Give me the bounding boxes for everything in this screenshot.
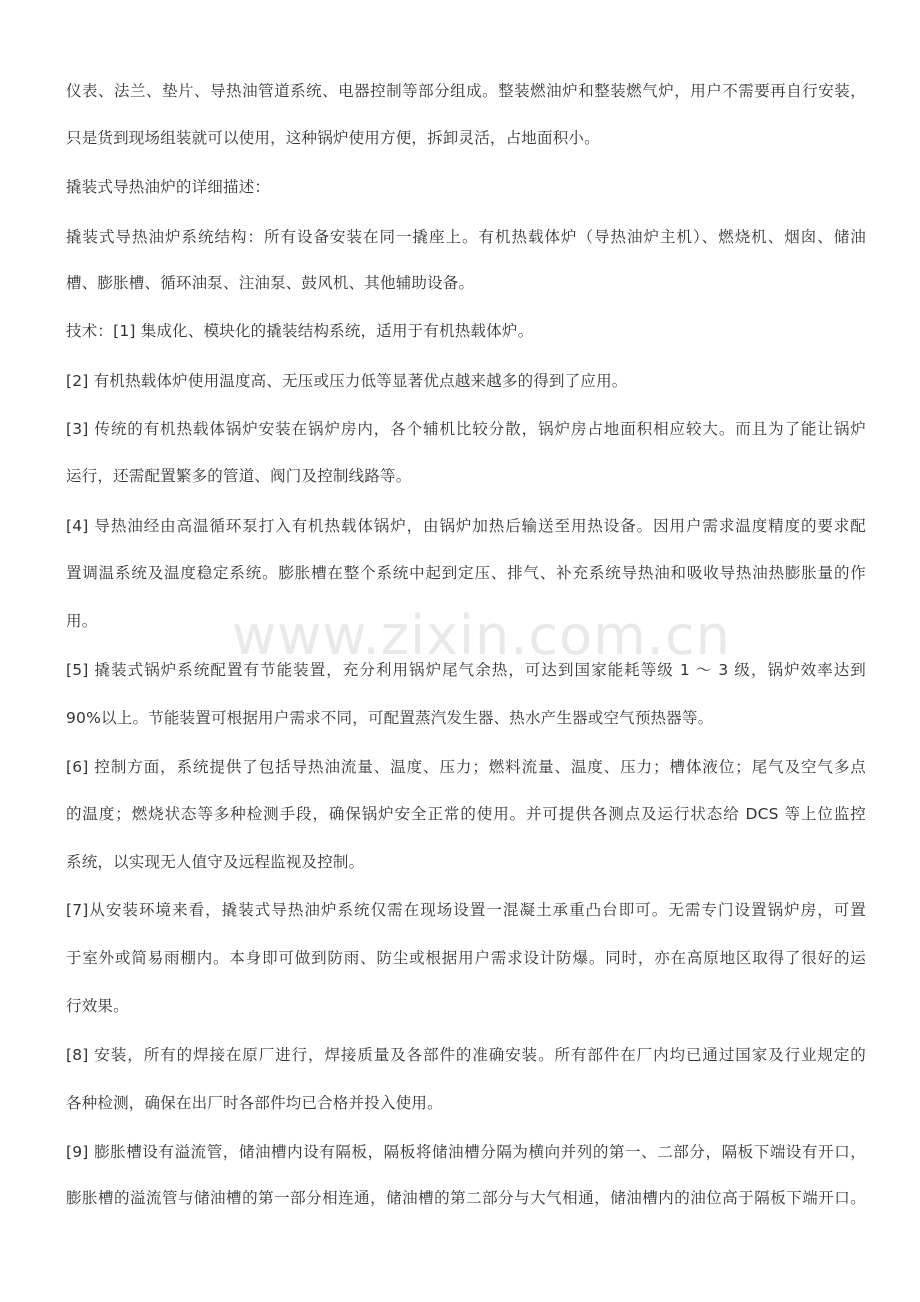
text-line: [3] 传统的有机热载体锅炉安装在锅炉房内，各个辅机比较分散，锅炉房占地面积相应较大。而且为了能让锅炉	[66, 420, 866, 438]
text-line: [9] 膨胀槽设有溢流管，储油槽内设有隔板，隔板将储油槽分隔为横向并列的第一、二部分，隔板下端设有开口，	[66, 1143, 866, 1161]
text-line: 膨胀槽的溢流管与储油槽的第一部分相连通，储油槽的第二部分与大气相通，储油槽内的油位高于隔板下端开口。	[66, 1189, 866, 1207]
text-line: 技术：[1] 集成化、模块化的撬装结构系统，适用于有机热载体炉。	[66, 322, 534, 340]
text-line: 行效果。	[66, 997, 129, 1015]
text-line: 置调温系统及温度稳定系统。膨胀槽在整个系统中起到定压、排气、补充系统导热油和吸收导热油热膨胀量的作	[66, 564, 866, 582]
text-line: 只是货到现场组装就可以使用，这种锅炉使用方便，拆卸灵活，占地面积小。	[66, 129, 600, 147]
text-line: 运行，还需配置繁多的管道、阀门及控制线路等。	[66, 467, 412, 485]
text-line: 用。	[66, 612, 98, 630]
text-line: 撬装式导热油炉的详细描述：	[66, 178, 271, 196]
text-line: [6] 控制方面，系统提供了包括导热油流量、温度、压力；燃料流量、温度、压力；槽体液位；尾气及空气多点	[66, 758, 866, 776]
text-line: 的温度；燃烧状态等多种检测手段，确保锅炉安全正常的使用。并可提供各测点及运行状态给 DCS 等上位监控	[66, 805, 866, 823]
text-line: 撬装式导热油炉系统结构：所有设备安装在同一撬座上。有机热载体炉（导热油炉主机）、燃烧机、烟囱、储油	[66, 228, 866, 246]
text-line: [8] 安装，所有的焊接在原厂进行，焊接质量及各部件的准确安装。所有部件在厂内均已通过国家及行业规定的	[66, 1046, 866, 1064]
text-line: 于室外或简易雨棚内。本身即可做到防雨、防尘或根据用户需求设计防爆。同时，亦在高原地区取得了很好的运	[66, 949, 866, 967]
text-line: [4] 导热油经由高温循环泵打入有机热载体锅炉，由锅炉加热后输送至用热设备。因用户需求温度精度的要求配	[66, 517, 866, 535]
text-line: [7]从安装环境来看，撬装式导热油炉系统仅需在现场设置一混凝土承重凸台即可。无需专门设置锅炉房，可置	[66, 901, 866, 919]
text-line: [2] 有机热载体炉使用温度高、无压或压力低等显著优点越来越多的得到了应用。	[66, 372, 628, 390]
text-line: [5] 撬装式锅炉系统配置有节能装置，充分利用锅炉尾气余热，可达到国家能耗等级 1 ～ 3 级，锅炉效率达到	[66, 661, 866, 679]
text-line: 系统，以实现无人值守及远程监视及控制。	[66, 853, 365, 871]
text-line: 槽、膨胀槽、循环油泵、注油泵、鼓风机、其他辅助设备。	[66, 274, 475, 292]
text-line: 仪表、法兰、垫片、导热油管道系统、电器控制等部分组成。整装燃油炉和整装燃气炉，用户不需要再自行安装，	[66, 82, 866, 100]
text-line: 90%以上。节能装置可根据用户需求不同，可配置蒸汽发生器、热水产生器或空气预热器等。	[66, 709, 714, 727]
watermark: www.zixin.com.cn	[232, 604, 731, 667]
text-line: 各种检测，确保在出厂时各部件均已合格并投入使用。	[66, 1094, 443, 1112]
